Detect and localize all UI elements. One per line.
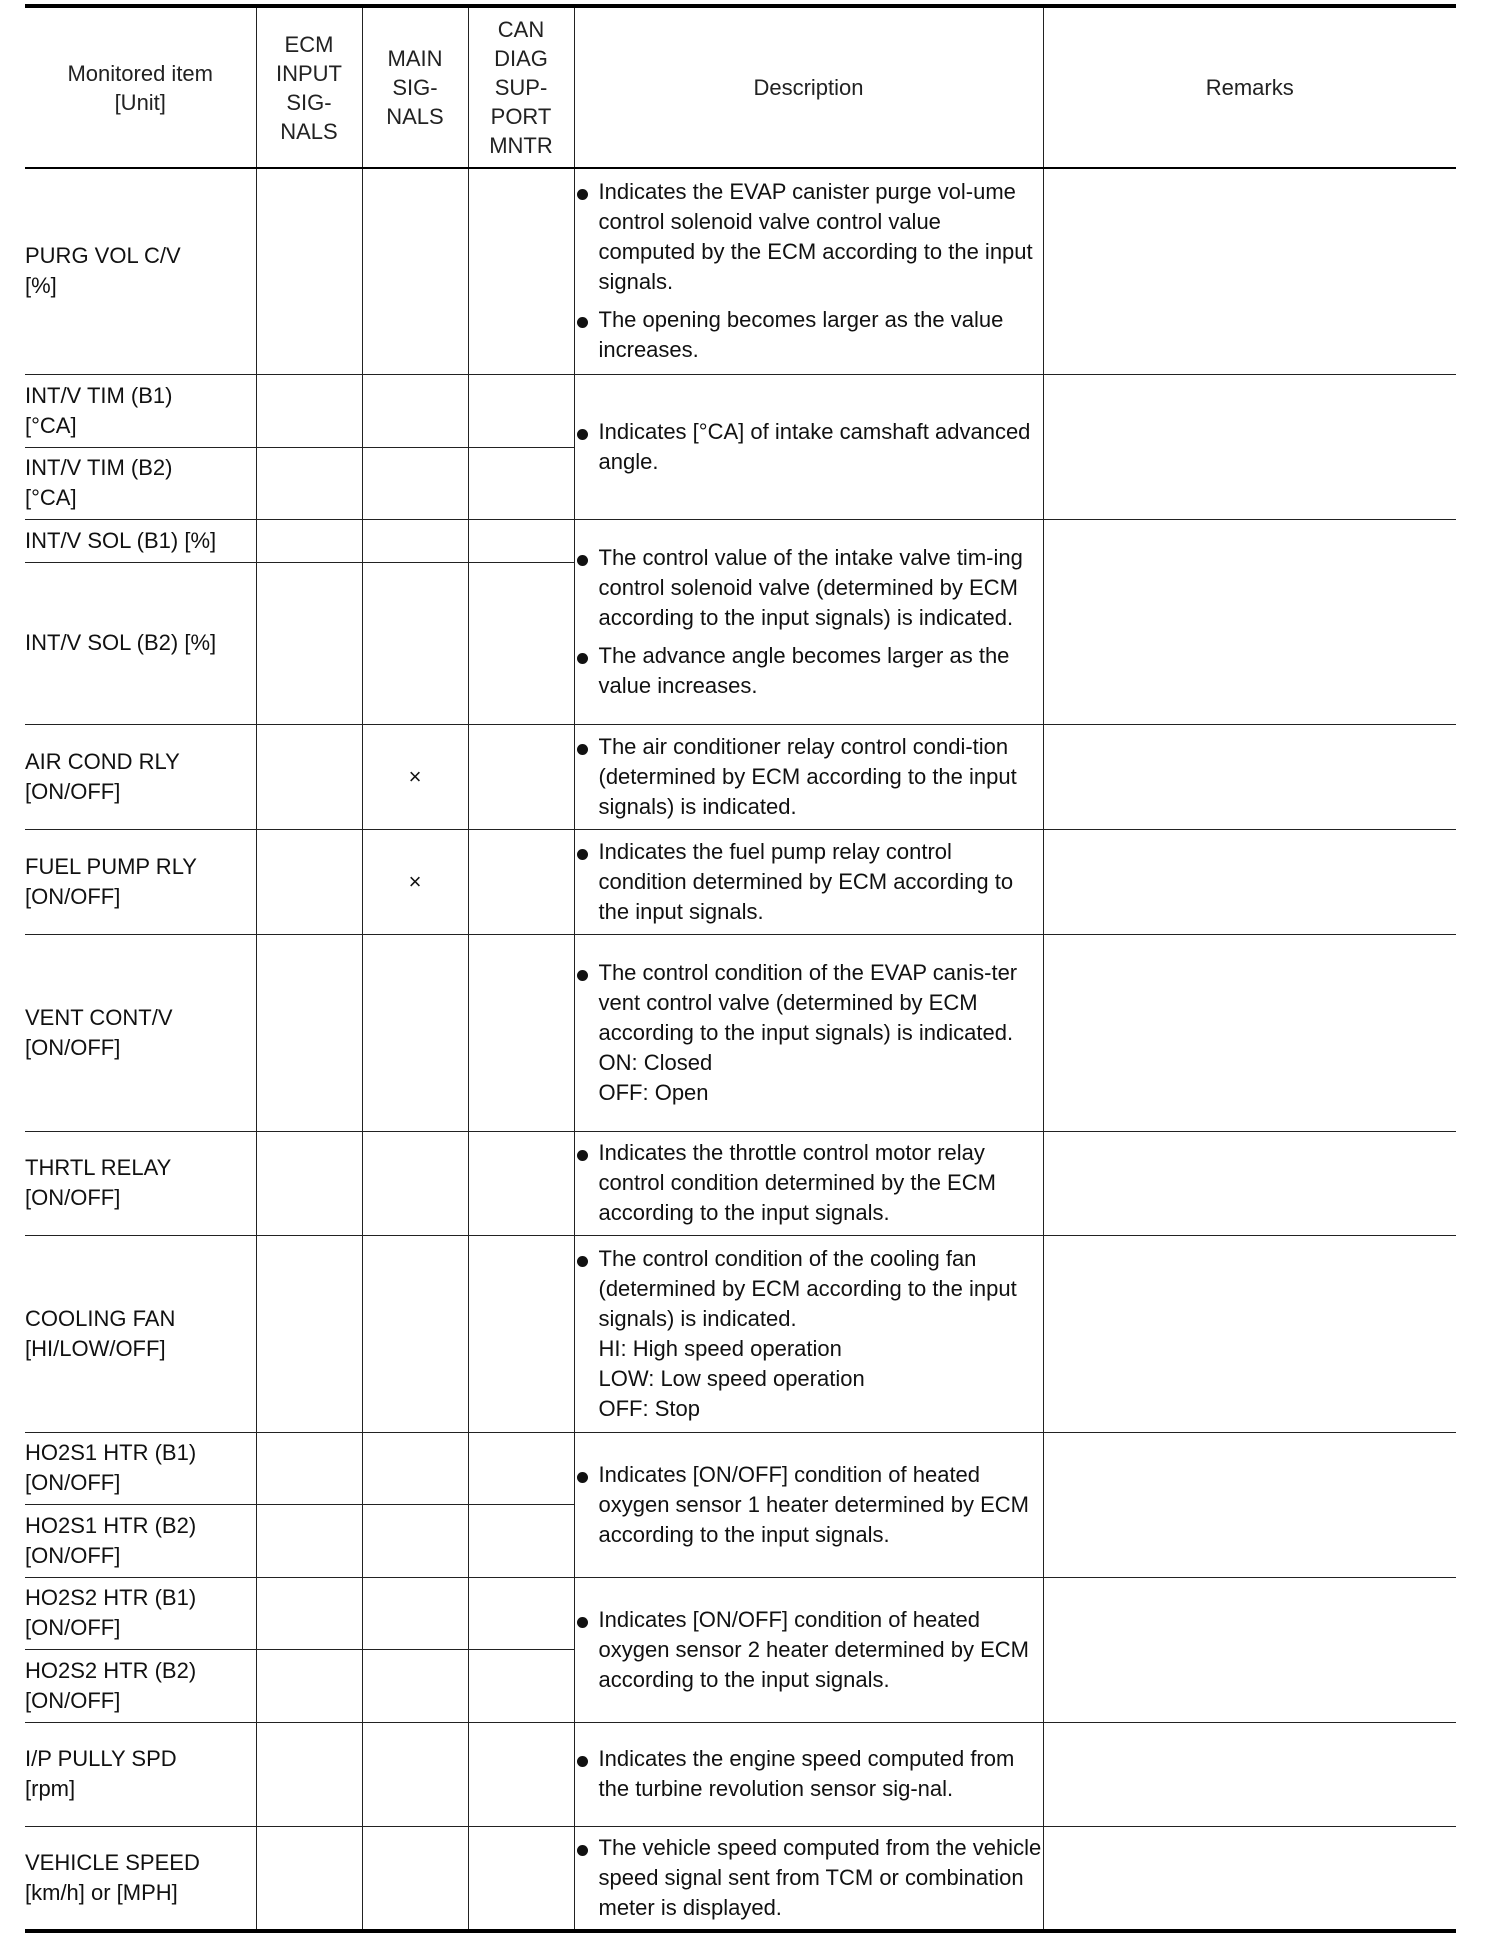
main-signal-mark: ×: [362, 724, 468, 829]
header-row: [25, 6, 1456, 168]
description-cell: [574, 1235, 1043, 1432]
can-diag-cell: [468, 519, 574, 562]
remarks-cell: [1043, 1235, 1456, 1432]
ecm-input-cell: [256, 562, 362, 724]
can-diag-cell: [468, 1577, 574, 1649]
bullet-item: The control value of the intake valve tim-ing control solenoid valve (determined by ECM according to the input signals) is indicated.: [575, 543, 1043, 633]
state-line: ON: Closed: [598, 1049, 713, 1075]
can-diag-cell: [468, 934, 574, 1131]
remarks-cell: [1043, 519, 1456, 724]
description-cell: [574, 1131, 1043, 1235]
monitor-item-table: [25, 4, 1456, 1933]
state-line: OFF: Open: [598, 1079, 709, 1105]
main-signal-cell: [362, 1826, 468, 1931]
can-diag-cell: [468, 168, 574, 374]
item-cell: VEHICLE SPEED [km/h] or [MPH]: [25, 1826, 256, 1931]
header-monitored-item: Monitored item [Unit]: [25, 6, 256, 168]
item-cell: INT/V SOL (B2) [%]: [25, 562, 256, 724]
bullet-item: Indicates [ON/OFF] condition of heated oxygen sensor 2 heater determined by ECM according to the input signals.: [575, 1605, 1043, 1695]
description-cell: [574, 1577, 1043, 1722]
remarks-cell: [1043, 168, 1456, 374]
item-cell: INT/V SOL (B1) [%]: [25, 519, 256, 562]
item-cell: AIR COND RLY [ON/OFF]: [25, 724, 256, 829]
item-cell: COOLING FAN [HI/LOW/OFF]: [25, 1235, 256, 1432]
ecm-input-cell: [256, 1235, 362, 1432]
ecm-input-cell: [256, 447, 362, 519]
ecm-input-cell: [256, 934, 362, 1131]
ecm-input-cell: [256, 1504, 362, 1577]
bullet-item: Indicates [ON/OFF] condition of heated oxygen sensor 1 heater determined by ECM according to the input signals.: [575, 1460, 1043, 1550]
bullet-item: Indicates [°CA] of intake camshaft advanced angle.: [575, 417, 1043, 477]
can-diag-cell: [468, 1649, 574, 1722]
state-line: OFF: Stop: [598, 1395, 700, 1421]
can-diag-cell: [468, 1235, 574, 1432]
table-row: [25, 829, 1456, 934]
item-cell: HO2S2 HTR (B2) [ON/OFF]: [25, 1649, 256, 1722]
table-row: [25, 1577, 1456, 1649]
bullet-item: Indicates the EVAP canister purge vol-ume control solenoid valve control value computed by the ECM according to the input signals.: [575, 177, 1043, 297]
item-cell: HO2S1 HTR (B2) [ON/OFF]: [25, 1504, 256, 1577]
can-diag-cell: [468, 1826, 574, 1931]
description-cell: [574, 934, 1043, 1131]
description-cell: [574, 168, 1043, 374]
item-cell: VENT CONT/V [ON/OFF]: [25, 934, 256, 1131]
header-ecm-input-signals: ECM INPUT SIG- NALS: [256, 6, 362, 168]
ecm-input-cell: [256, 1649, 362, 1722]
main-signal-cell: [362, 447, 468, 519]
bullet-item: The control condition of the cooling fan (determined by ECM according to the input signals) is indicated. HI: High speed operation LOW: Low speed operation OFF: Stop: [575, 1244, 1043, 1424]
ecm-input-cell: [256, 374, 362, 447]
description-cell: [574, 1722, 1043, 1826]
main-signal-cell: [362, 1504, 468, 1577]
table-row: [25, 1131, 1456, 1235]
remarks-cell: [1043, 1432, 1456, 1577]
table-row: [25, 1722, 1456, 1826]
main-signal-cell: [362, 562, 468, 724]
remarks-cell: [1043, 934, 1456, 1131]
can-diag-cell: [468, 1432, 574, 1504]
item-cell: THRTL RELAY [ON/OFF]: [25, 1131, 256, 1235]
table-row: [25, 724, 1456, 829]
main-signal-cell: [362, 1722, 468, 1826]
table-row: [25, 168, 1456, 374]
can-diag-cell: [468, 1722, 574, 1826]
ecm-input-cell: [256, 168, 362, 374]
remarks-cell: [1043, 1722, 1456, 1826]
header-description: Description: [574, 6, 1043, 168]
can-diag-cell: [468, 1504, 574, 1577]
description-cell: [574, 1826, 1043, 1931]
bullet-item: Indicates the fuel pump relay control condition determined by ECM according to the input signals.: [575, 837, 1043, 927]
item-cell: INT/V TIM (B1) [°CA]: [25, 374, 256, 447]
item-cell: PURG VOL C/V [%]: [25, 168, 256, 374]
can-diag-cell: [468, 562, 574, 724]
main-signal-cell: [362, 934, 468, 1131]
ecm-input-cell: [256, 519, 362, 562]
main-signal-mark: ×: [362, 829, 468, 934]
description-cell: [574, 829, 1043, 934]
remarks-cell: [1043, 1577, 1456, 1722]
remarks-cell: [1043, 829, 1456, 934]
main-signal-cell: [362, 168, 468, 374]
table-row: [25, 519, 1456, 562]
item-cell: I/P PULLY SPD [rpm]: [25, 1722, 256, 1826]
bullet-item: Indicates the engine speed computed from the turbine revolution sensor sig-nal.: [575, 1744, 1043, 1804]
item-cell: HO2S2 HTR (B1) [ON/OFF]: [25, 1577, 256, 1649]
ecm-input-cell: [256, 1826, 362, 1931]
bullet-item: Indicates the throttle control motor relay control condition determined by the ECM according to the input signals.: [575, 1138, 1043, 1228]
main-signal-cell: [362, 374, 468, 447]
table-row: [25, 1235, 1456, 1432]
can-diag-cell: [468, 829, 574, 934]
can-diag-cell: [468, 447, 574, 519]
description-cell: [574, 374, 1043, 519]
table-row: [25, 934, 1456, 1131]
ecm-input-cell: [256, 724, 362, 829]
remarks-cell: [1043, 374, 1456, 519]
main-signal-cell: [362, 1235, 468, 1432]
state-line: HI: High speed operation: [598, 1335, 842, 1361]
ecm-input-cell: [256, 1722, 362, 1826]
table-row: [25, 1826, 1456, 1931]
ecm-input-cell: [256, 1577, 362, 1649]
bullet-item: The vehicle speed computed from the vehicle speed signal sent from TCM or combination meter is displayed.: [575, 1833, 1043, 1923]
table-row: [25, 1432, 1456, 1504]
ecm-input-cell: [256, 1131, 362, 1235]
header-main-signals: MAIN SIG- NALS: [362, 6, 468, 168]
bullet-item: The advance angle becomes larger as the value increases.: [575, 641, 1043, 701]
remarks-cell: [1043, 724, 1456, 829]
item-cell: FUEL PUMP RLY [ON/OFF]: [25, 829, 256, 934]
description-cell: [574, 519, 1043, 724]
header-can-diag-support-monitor: CAN DIAG SUP- PORT MNTR: [468, 6, 574, 168]
header-remarks: Remarks: [1043, 6, 1456, 168]
bullet-item: The control condition of the EVAP canis-ter vent control valve (determined by ECM according to the input signals) is indicated. ON: Closed OFF: Open: [575, 958, 1043, 1108]
state-line: LOW: Low speed operation: [598, 1365, 865, 1391]
description-cell: [574, 724, 1043, 829]
description-cell: [574, 1432, 1043, 1577]
remarks-cell: [1043, 1826, 1456, 1931]
ecm-input-cell: [256, 829, 362, 934]
main-signal-cell: [362, 1432, 468, 1504]
bullet-item: The opening becomes larger as the value increases.: [575, 305, 1043, 365]
can-diag-cell: [468, 374, 574, 447]
can-diag-cell: [468, 724, 574, 829]
main-signal-cell: [362, 519, 468, 562]
main-signal-cell: [362, 1131, 468, 1235]
ecm-input-cell: [256, 1432, 362, 1504]
main-signal-cell: [362, 1649, 468, 1722]
bullet-item: The air conditioner relay control condi-tion (determined by ECM according to the input signals) is indicated.: [575, 732, 1043, 822]
item-cell: INT/V TIM (B2) [°CA]: [25, 447, 256, 519]
main-signal-cell: [362, 1577, 468, 1649]
item-cell: HO2S1 HTR (B1) [ON/OFF]: [25, 1432, 256, 1504]
can-diag-cell: [468, 1131, 574, 1235]
remarks-cell: [1043, 1131, 1456, 1235]
table-row: [25, 374, 1456, 447]
